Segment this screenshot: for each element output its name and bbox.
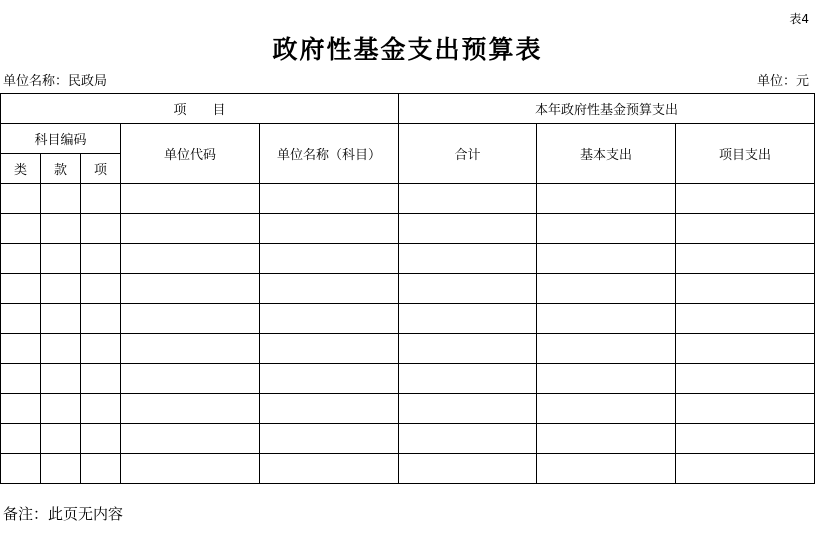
table-cell: [41, 334, 81, 364]
header-total: 合计: [399, 124, 537, 184]
table-cell: [537, 364, 676, 394]
table-cell: [41, 454, 81, 484]
table-cell: [537, 424, 676, 454]
table-cell: [41, 424, 81, 454]
header-project-expense: 项目支出: [676, 124, 815, 184]
table-cell: [81, 424, 121, 454]
table-cell: [41, 274, 81, 304]
table-cell: [399, 454, 537, 484]
table-cell: [260, 364, 399, 394]
table-cell: [676, 394, 815, 424]
table-cell: [676, 364, 815, 394]
table-cell: [399, 334, 537, 364]
table-row: [1, 304, 815, 334]
table-cell: [260, 304, 399, 334]
header-item: 项: [81, 154, 121, 184]
table-cell: [537, 304, 676, 334]
table-cell: [121, 184, 260, 214]
table-cell: [121, 214, 260, 244]
table-cell: [81, 214, 121, 244]
table-cell: [399, 184, 537, 214]
page-title: 政府性基金支出预算表: [272, 35, 543, 64]
table-cell: [399, 394, 537, 424]
header-row-2: [1, 124, 815, 154]
table-cell: [41, 244, 81, 274]
table-cell: [41, 394, 81, 424]
table-cell: [399, 304, 537, 334]
table-cell: [537, 454, 676, 484]
header-section: 款: [41, 154, 81, 184]
table-cell: [676, 454, 815, 484]
header-expense-group: 本年政府性基金预算支出: [399, 94, 815, 124]
table-cell: [1, 184, 41, 214]
table-cell: [41, 184, 81, 214]
table-cell: [399, 274, 537, 304]
table-cell: [121, 424, 260, 454]
table-cell: [121, 394, 260, 424]
table-cell: [260, 214, 399, 244]
table-cell: [260, 394, 399, 424]
table-cell: [121, 244, 260, 274]
table-cell: [399, 424, 537, 454]
table-cell: [81, 334, 121, 364]
header-subject-code: 科目编码: [1, 124, 121, 154]
table-cell: [41, 364, 81, 394]
table-cell: [676, 214, 815, 244]
table-cell: [676, 274, 815, 304]
table-cell: [81, 184, 121, 214]
table-cell: [1, 424, 41, 454]
table-row: [1, 184, 815, 214]
table-row: [1, 334, 815, 364]
table-row: [1, 454, 815, 484]
table-cell: [121, 334, 260, 364]
table-cell: [676, 334, 815, 364]
table-cell: [81, 394, 121, 424]
table-cell: [1, 214, 41, 244]
table-cell: [1, 304, 41, 334]
table-cell: [121, 454, 260, 484]
table-cell: [537, 244, 676, 274]
table-cell: [260, 244, 399, 274]
table-cell: [676, 424, 815, 454]
footnote: 备注：此页无内容: [3, 505, 124, 523]
table-number: 表4: [789, 12, 809, 26]
table-cell: [676, 304, 815, 334]
header-item-group: 项 目: [1, 94, 399, 124]
table-cell: [537, 334, 676, 364]
table-cell: [81, 454, 121, 484]
table-cell: [1, 274, 41, 304]
header-unit-name-subject: 单位名称（科目）: [260, 124, 399, 184]
table-cell: [121, 304, 260, 334]
table-cell: [121, 364, 260, 394]
table-cell: [399, 244, 537, 274]
table-cell: [399, 364, 537, 394]
table-cell: [537, 214, 676, 244]
table-row: [1, 214, 815, 244]
table-cell: [676, 244, 815, 274]
table-cell: [1, 364, 41, 394]
table-cell: [1, 244, 41, 274]
header-basic-expense: 基本支出: [537, 124, 676, 184]
table-cell: [260, 454, 399, 484]
table-row: [1, 424, 815, 454]
header-class: 类: [1, 154, 41, 184]
table-cell: [1, 334, 41, 364]
header-unit-code: 单位代码: [121, 124, 260, 184]
table-row: [1, 394, 815, 424]
budget-table: [0, 93, 815, 484]
table-cell: [1, 394, 41, 424]
table-row: [1, 364, 815, 394]
table-cell: [399, 214, 537, 244]
table-row: [1, 244, 815, 274]
table-cell: [81, 364, 121, 394]
table-cell: [260, 274, 399, 304]
table-cell: [537, 274, 676, 304]
table-cell: [81, 304, 121, 334]
header-row-1: [1, 94, 815, 124]
table-cell: [537, 394, 676, 424]
table-cell: [1, 454, 41, 484]
table-cell: [260, 184, 399, 214]
table-cell: [41, 214, 81, 244]
unit-name-label: 单位名称：民政局: [3, 74, 108, 89]
table-cell: [41, 304, 81, 334]
table-cell: [81, 274, 121, 304]
table-row: [1, 274, 815, 304]
table-cell: [121, 274, 260, 304]
currency-unit-label: 单位：元: [756, 74, 809, 89]
table-cell: [81, 244, 121, 274]
table-cell: [676, 184, 815, 214]
table-cell: [537, 184, 676, 214]
table-cell: [260, 424, 399, 454]
table-cell: [260, 334, 399, 364]
